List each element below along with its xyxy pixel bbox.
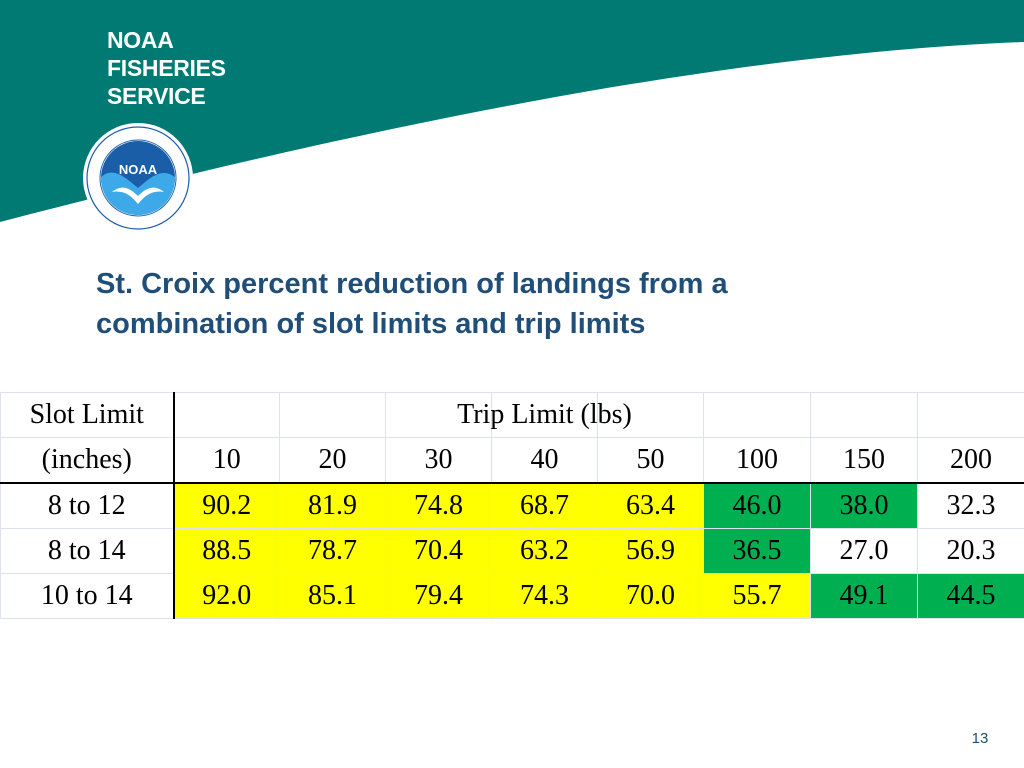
table-cell: 63.2 [492, 529, 598, 574]
column-header-30: 30 [386, 438, 492, 484]
header-empty-cell [918, 393, 1024, 438]
table-cell: 70.4 [386, 529, 492, 574]
table-cell: 55.7 [704, 574, 811, 619]
column-header-100: 100 [704, 438, 811, 484]
table-cell: 63.4 [598, 483, 704, 529]
title-line-2: combination of slot limits and trip limits [96, 308, 646, 340]
slot-limit-label: 8 to 14 [1, 529, 174, 574]
table-cell: 46.0 [704, 483, 811, 529]
brand-line-noaa: NOAA [107, 27, 174, 53]
column-header-200: 200 [918, 438, 1024, 484]
title-line-1: St. Croix percent reduction of landings from a [96, 268, 728, 300]
table-cell: 32.3 [918, 483, 1024, 529]
brand-line-fisheries: FISHERIES [107, 55, 226, 81]
table-cell: 68.7 [492, 483, 598, 529]
slide-title [96, 264, 956, 344]
table-cell: 90.2 [174, 483, 280, 529]
row-header-cell-bottom: (inches) [1, 438, 174, 484]
brand-line-service: SERVICE [107, 83, 206, 109]
header-empty-cell [280, 393, 386, 438]
column-header-150: 150 [811, 438, 918, 484]
table-cell: 79.4 [386, 574, 492, 619]
header-empty-cell [704, 393, 811, 438]
noaa-fisheries-wordmark [107, 26, 226, 110]
table-cell: 20.3 [918, 529, 1024, 574]
table-cell: 85.1 [280, 574, 386, 619]
header-row-1 [1, 393, 1024, 438]
logo-text: NOAA [118, 162, 158, 177]
row-header-cell-top: Slot Limit [1, 393, 174, 438]
table-cell: 74.3 [492, 574, 598, 619]
slot-limit-label: 10 to 14 [1, 574, 174, 619]
table-row [1, 574, 1024, 619]
table-cell: 74.8 [386, 483, 492, 529]
table-cell: 44.5 [918, 574, 1024, 619]
table-cell: 78.7 [280, 529, 386, 574]
page-number: 13 [971, 730, 989, 747]
table-row [1, 529, 1024, 574]
reduction-table [0, 392, 1024, 619]
table-cell: 81.9 [280, 483, 386, 529]
table-cell: 88.5 [174, 529, 280, 574]
table-cell: 92.0 [174, 574, 280, 619]
header-empty-cell [811, 393, 918, 438]
noaa-logo-icon [82, 122, 194, 234]
table-cell: 27.0 [811, 529, 918, 574]
column-header-10: 10 [174, 438, 280, 484]
header-empty-cell [174, 393, 280, 438]
trip-limit-header-cell [457, 393, 632, 438]
table-cell: 49.1 [811, 574, 918, 619]
table-cell: 38.0 [811, 483, 918, 529]
table-cell: 70.0 [598, 574, 704, 619]
header-row-2 [1, 438, 1024, 484]
table-cell: 56.9 [598, 529, 704, 574]
table-row [1, 483, 1024, 529]
column-header-20: 20 [280, 438, 386, 484]
trip-limit-header: Trip Limit (lbs) [457, 399, 632, 430]
column-header-50: 50 [598, 438, 704, 484]
slot-limit-label: 8 to 12 [1, 483, 174, 529]
table-cell: 36.5 [704, 529, 811, 574]
column-header-40: 40 [492, 438, 598, 484]
